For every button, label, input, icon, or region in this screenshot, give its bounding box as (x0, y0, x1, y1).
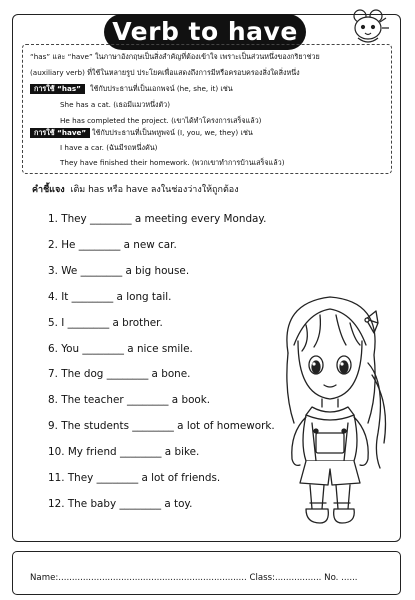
have-example-2: They have finished their homework. (พวกเขาทำการบ้านเสร็จแล้ว) (60, 158, 285, 167)
mascot-illustration (344, 6, 394, 48)
have-tag: การใช้ “have” (30, 128, 90, 138)
question-5: 5. I ________ a brother. (48, 317, 163, 329)
question-4: 4. It ________ a long tail. (48, 291, 172, 303)
question-7: 7. The dog ________ a bone. (48, 368, 191, 380)
question-9: 9. The students ________ a lot of homework. (48, 420, 275, 432)
question-11: 11. They ________ a lot of friends. (48, 472, 221, 484)
question-1: 1. They ________ a meeting every Monday. (48, 213, 267, 225)
has-example-1: She has a cat. (เธอมีแมวหนึ่งตัว) (60, 100, 171, 109)
worksheet-title: Verb to have (104, 14, 306, 50)
question-8: 8. The teacher ________ a book. (48, 394, 211, 406)
intro-line-2: (auxiliary verb) ที่ใช้ในหลายรูป ประโยคเพื่อแสดงถึงการมีหรือครอบครองสิ่งใดสิ่งหนึ่ง (30, 68, 300, 77)
question-10: 10. My friend ________ a bike. (48, 446, 200, 458)
instruction-label: คำชี้แจง (32, 185, 65, 195)
question-12: 12. The baby ________ a toy. (48, 498, 193, 510)
has-description: ใช้กับประธานที่เป็นเอกพจน์ (he, she, it) เช่น (90, 84, 233, 93)
girl-illustration (250, 283, 410, 533)
question-6: 6. You ________ a nice smile. (48, 343, 193, 355)
question-3: 3. We ________ a big house. (48, 265, 190, 277)
has-example-2: He has completed the project. (เขาได้ทำโครงการเสร็จแล้ว) (60, 116, 262, 125)
intro-line-1: “has” และ “have” ในภาษาอังกฤษเป็นสิ่งสำคัญที่ต้องเข้าใจ เพราะเป็นส่วนหนึ่งของกริยาช่วย (30, 52, 320, 61)
instruction-text: เติม has หรือ have ลงในช่องว่างให้ถูกต้อง (70, 185, 239, 195)
has-tag: การใช้ “has” (30, 84, 85, 94)
question-2: 2. He ________ a new car. (48, 239, 177, 251)
student-info-line: Name:..................................................................... Class:................. No. ...... (30, 573, 358, 583)
have-example-1: I have a car. (ฉันมีรถหนึ่งคัน) (60, 143, 158, 152)
have-description: ใช้กับประธานที่เป็นพหูพจน์ (I, you, we, they) เช่น (92, 128, 253, 137)
instruction (32, 184, 239, 196)
